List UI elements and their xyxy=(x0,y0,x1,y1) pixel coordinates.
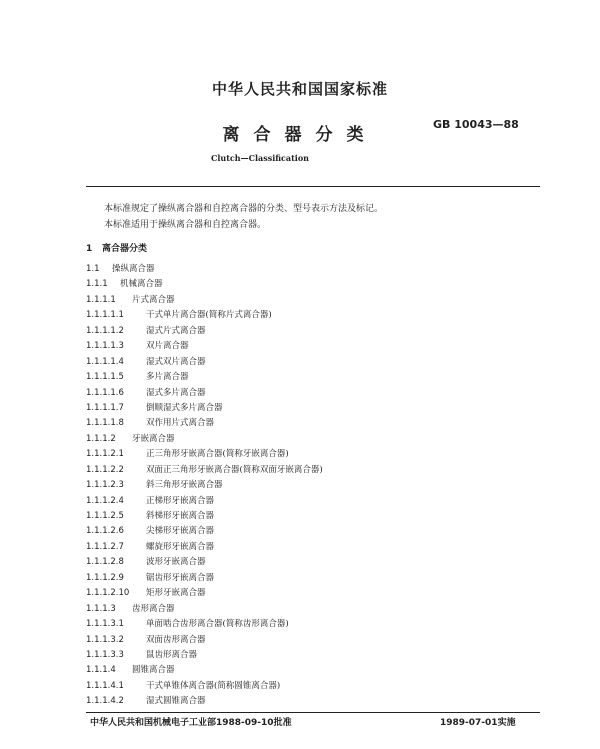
item-text: 斜梯形牙嵌离合器 xyxy=(146,511,215,521)
list-item xyxy=(86,463,323,478)
list-item xyxy=(86,602,323,617)
item-code: 1.1.1.2.7 xyxy=(86,541,124,552)
item-text: 圆锥离合器 xyxy=(132,665,175,676)
item-text: 牙嵌离合器 xyxy=(132,433,175,444)
item-code: 1.1.1.4.2 xyxy=(86,696,124,707)
list-item xyxy=(86,633,323,648)
item-code: 1.1.1.1.3 xyxy=(86,341,124,352)
item-text: 双面正三角形牙嵌离合器(简称双面牙嵌离合器) xyxy=(146,464,323,475)
item-code: 1.1.1.2.4 xyxy=(86,495,124,506)
standard-number: GB 10043—88 xyxy=(433,118,519,131)
item-text: 正梯形牙嵌离合器 xyxy=(146,495,215,506)
list-item xyxy=(86,571,323,586)
item-text: 湿式片式离合器 xyxy=(146,325,206,336)
item-code: 1.1.1 xyxy=(86,279,108,290)
item-text: 矩形牙嵌离合器 xyxy=(146,588,206,599)
item-code: 1.1.1.4.1 xyxy=(86,680,124,691)
approval-note: 中华人民共和国机械电子工业部1988-09-10批准 xyxy=(90,718,292,728)
classification-list xyxy=(86,262,323,710)
item-text: 操纵离合器 xyxy=(112,264,155,274)
list-item xyxy=(86,293,323,308)
item-text: 双面齿形离合器 xyxy=(146,634,206,645)
item-code: 1.1.1.3.1 xyxy=(86,619,124,630)
list-item xyxy=(86,401,323,416)
list-item xyxy=(86,509,323,524)
item-code: 1.1.1.1.8 xyxy=(86,418,124,429)
item-code: 1.1.1.2.10 xyxy=(86,588,130,599)
intro-paragraph: 本标准规定了操纵离合器和自控离合器的分类、型号表示方法及标记。 xyxy=(104,204,384,214)
list-item xyxy=(86,694,323,709)
list-item xyxy=(86,447,323,462)
item-code: 1.1.1.3 xyxy=(86,603,116,614)
list-item xyxy=(86,432,323,447)
english-subtitle: Clutch—Classification xyxy=(211,153,309,163)
item-text: 斜三角形牙嵌离合器 xyxy=(146,480,223,491)
list-item xyxy=(86,524,323,539)
list-item xyxy=(86,277,323,292)
list-item xyxy=(86,540,323,555)
item-text: 波形牙嵌离合器 xyxy=(146,557,206,568)
item-text: 正三角形牙嵌离合器(简称牙嵌离合器) xyxy=(146,449,289,460)
item-code: 1.1.1.2.8 xyxy=(86,557,124,568)
list-item xyxy=(86,679,323,694)
item-code: 1.1.1.2.3 xyxy=(86,480,124,491)
standard-org-title: 中华人民共和国国家标准 xyxy=(211,80,388,98)
item-text: 齿形离合器 xyxy=(132,603,175,614)
item-text: 多片离合器 xyxy=(146,372,189,383)
section-title: 离合器分类 xyxy=(102,244,148,254)
list-item xyxy=(86,648,323,663)
item-text: 倒顺湿式多片离合器 xyxy=(146,402,223,413)
item-code: 1.1.1.2.1 xyxy=(86,449,124,460)
header-divider xyxy=(86,186,540,187)
item-code: 1.1.1.3.2 xyxy=(86,634,124,645)
list-item xyxy=(86,663,323,678)
list-item xyxy=(86,339,323,354)
list-item xyxy=(86,555,323,570)
list-item xyxy=(86,262,323,277)
item-code: 1.1 xyxy=(86,264,100,274)
item-code: 1.1.1.2.9 xyxy=(86,572,124,583)
item-code: 1.1.1.4 xyxy=(86,665,116,676)
item-text: 湿式圆锥离合器 xyxy=(146,696,206,707)
intro-paragraph: 本标准适用于操纵离合器和自控离合器。 xyxy=(104,220,267,230)
item-code: 1.1.1.1.5 xyxy=(86,372,124,383)
list-item xyxy=(86,416,323,431)
item-code: 1.1.1.2.5 xyxy=(86,511,124,521)
item-text: 机械离合器 xyxy=(120,279,163,290)
item-text: 双片离合器 xyxy=(146,341,189,352)
item-text: 尖梯形牙嵌离合器 xyxy=(146,526,215,537)
list-item xyxy=(86,478,323,493)
item-text: 锯齿形牙嵌离合器 xyxy=(146,572,215,583)
item-code: 1.1.1.1 xyxy=(86,294,116,305)
effective-date: 1989-07-01实施 xyxy=(440,718,516,728)
list-item xyxy=(86,370,323,385)
item-text: 单面啮合齿形离合器(简称齿形离合器) xyxy=(146,619,289,630)
item-text: 干式单片离合器(简称片式离合器) xyxy=(146,310,272,321)
section-number: 1 xyxy=(86,244,93,254)
item-text: 湿式双片离合器 xyxy=(146,356,206,367)
footer-divider xyxy=(86,712,540,713)
item-text: 鼠齿形离合器 xyxy=(146,649,198,660)
item-text: 湿式多片离合器 xyxy=(146,387,206,398)
section-heading xyxy=(86,241,147,254)
item-code: 1.1.1.2 xyxy=(86,433,116,444)
list-item xyxy=(86,494,323,509)
item-text: 双作用片式离合器 xyxy=(146,418,215,429)
item-code: 1.1.1.1.4 xyxy=(86,356,124,367)
list-item xyxy=(86,386,323,401)
list-item xyxy=(86,586,323,601)
item-text: 干式单锥体离合器(简称圆锥离合器) xyxy=(146,680,281,691)
list-item xyxy=(86,308,323,323)
item-code: 1.1.1.1.2 xyxy=(86,325,124,336)
item-code: 1.1.1.1.1 xyxy=(86,310,124,321)
item-text: 片式离合器 xyxy=(132,294,175,305)
item-code: 1.1.1.1.7 xyxy=(86,402,124,413)
list-item xyxy=(86,324,323,339)
list-item xyxy=(86,355,323,370)
item-text: 螺旋形牙嵌离合器 xyxy=(146,541,215,552)
item-code: 1.1.1.3.3 xyxy=(86,649,124,660)
item-code: 1.1.1.2.6 xyxy=(86,526,124,537)
document-title: 离合器分类 xyxy=(222,125,378,145)
item-code: 1.1.1.2.2 xyxy=(86,464,124,475)
list-item xyxy=(86,617,323,632)
item-code: 1.1.1.1.6 xyxy=(86,387,124,398)
